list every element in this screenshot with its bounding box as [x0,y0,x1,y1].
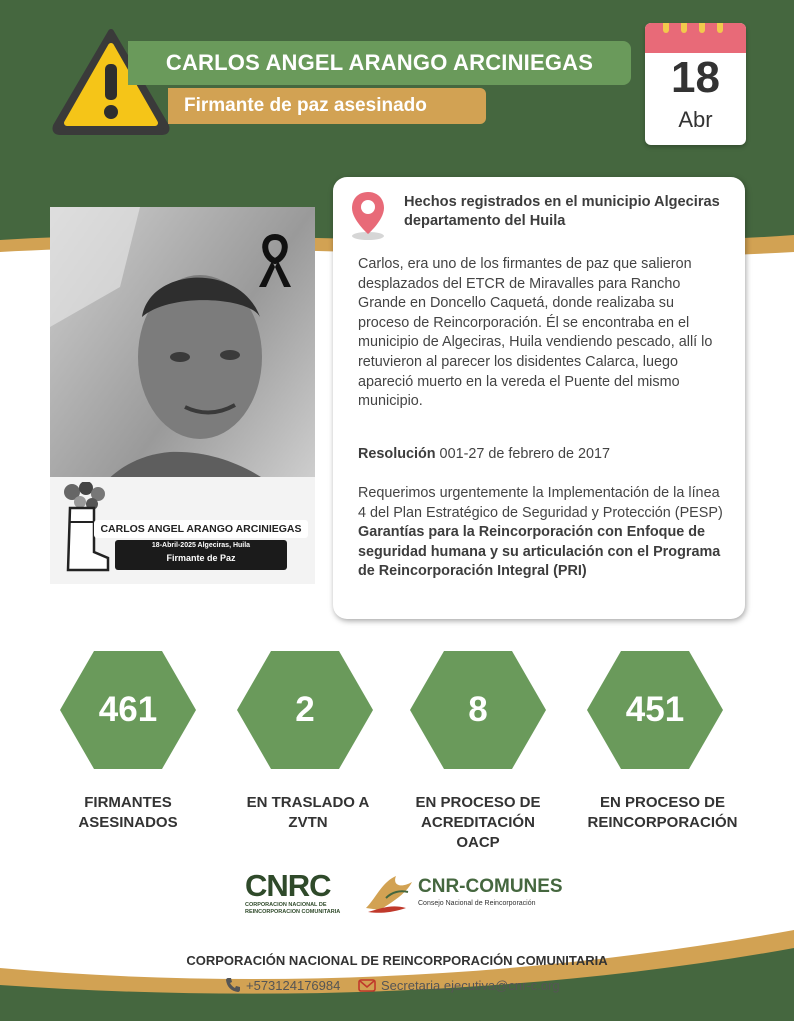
mourning-ribbon-icon [255,231,295,289]
calendar-ring [663,23,669,33]
stat-hexagon [410,651,546,769]
photo-overlay-name: CARLOS ANGEL ARANGO ARCINIEGAS [94,520,308,538]
footer-phone [225,977,340,993]
photo-overlay-date: 18-Abril-2025 Algeciras, Huila [151,542,251,549]
cnr-comunes-logo [362,868,563,918]
stat-hexagon [60,651,196,769]
subtitle-banner: Firmante de paz asesinado [168,88,486,124]
stat-value: 461 [98,690,158,729]
cnr-comunes-logo-subtitle: Consejo Nacional de Reincorporación [418,900,536,907]
footer-organization: CORPORACIÓN NACIONAL DE REINCORPORACIÓN COMUNITARIA [186,953,608,968]
footer-email [358,977,560,993]
calendar-ring [699,23,705,33]
dove-hand-icon [362,868,416,916]
email-icon [358,977,376,993]
stat-hexagon [237,651,373,769]
request-paragraph [358,484,728,582]
cnrc-logo [245,870,345,918]
cnrc-logo-subtitle: CORPORACION NACIONAL DE REINCORPORACION COMUNITARIA [245,902,341,915]
stat-label: EN TRASLADO A ZVTN [246,794,370,831]
stat-label: FIRMANTES ASESINADOS [78,794,178,831]
stat-label: EN PROCESO DE ACREDITACIÓN OACP [415,794,541,851]
date-calendar [645,23,746,145]
stat-value: 8 [468,690,488,729]
phone-icon [225,977,241,993]
request-text: Requerimos urgentemente la Implementación de la línea 4 del Plan Estratégico de Seguridad y Protección (PESP) [358,485,723,521]
resolution-value: 001-27 de febrero de 2017 [435,446,610,462]
calendar-day: 18 [671,53,720,102]
calendar-ring [681,23,687,33]
incident-description: Carlos, era uno de los firmantes de paz que salieron desplazados del ETCR de Miravalles para Rancho Grande en Doncello Caquetá, donde realizaba su proceso de Reincorporación. Él se encontraba en el municipio de Algeciras, Huila vendiendo pescado, allí lo retuvieron al parecer los disidentes Calarca, luego apareció muerto en la vereda el Puente del mismo municipio. [358,256,713,410]
calendar-month: Abr [678,107,713,132]
stat-label: EN PROCESO DE REINCORPORACIÓN [587,794,738,831]
location-pin-icon [350,190,386,242]
request-bold-text: Garantías para la Reincorporación con Enfoque de seguridad humana y su articulación con el Programa de Reincorporación Integral (PRI) [358,524,721,580]
victim-photo [50,207,315,584]
info-card [333,177,745,619]
stat-value: 451 [625,690,685,729]
phone-number: +573124176984 [246,977,341,993]
location-title: Hechos registrados en el municipio Algeciras departamento del Huila [404,194,720,229]
cnrc-logo-text: CNRC [245,868,331,903]
resolution-label: Resolución [358,446,436,462]
photo-overlay-role: Firmante de Paz [166,553,236,563]
email-address[interactable]: Secretaria.ejecutiva@cnr-c.org [381,977,560,993]
calendar-header [645,23,746,53]
victim-name-banner: CARLOS ANGEL ARANGO ARCINIEGAS [128,41,631,85]
stat-value: 2 [295,690,315,729]
stat-hexagon [587,651,723,769]
calendar-ring [717,23,723,33]
cnr-comunes-logo-text: CNR-COMUNES [418,876,563,897]
resolution-line [358,445,728,465]
